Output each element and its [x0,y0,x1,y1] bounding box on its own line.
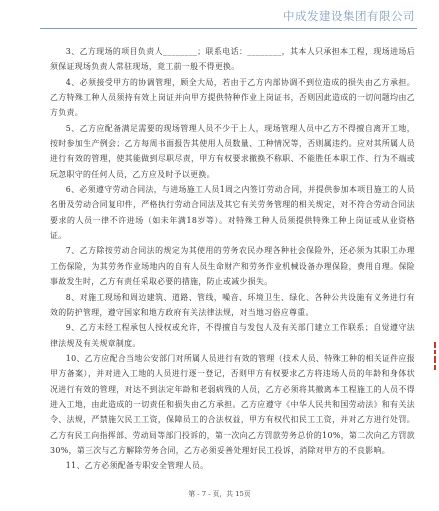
clause-6: 6、必须遵守劳动合同法，与进场施工人员1周之内签订劳动合同，并提供参加本项目施工的人员名册及劳动合同复印件，严格执行劳动合同法及其它有关劳务管理的相关规定，对不符合劳动合同法要求的人员一律不许进场（如未年满18岁等）。对特殊工种人员须提供特殊工种上岗证或从业资格证。 [50,185,415,241]
page-number: 第 - 7 - 页，共 15页 [188,490,251,498]
clause-5: 5、乙方应配备满足需要的现场管理人员不少于上人，现场管理人员中乙方不得擅自离开工地，按时参加生产例会；乙方每周书面报告其使用人员数量、工种情况等，否则属违约。应对其所属人员进行有效的管理，使其能做到尽职尽责，甲方有权要求撤换不称职、不能胜任本职工作、行为不端或玩忽职守的任何人员，乙方应及时予以更换。 [50,123,415,179]
page-header [40,6,417,29]
clause-7: 7、乙方除按劳动合同法的规定为其使用的劳务农民办理各种社会保险外，还必须为其职工办理工伤保险，为其劳务作业场地内的自有人员生命财产和劳务作业机械设备办理保险，费用自理。保险事故发生时，乙方有责任采取必要的措施，防止或减少损失。 [50,246,415,287]
clause-4: 4、必须接受甲方的协调管理，顾全大局，若由于乙方内部协调不到位造成的损失由乙方承担。乙方特殊工种人员须持有效上岗证并向甲方提供特种作业上岗证书，否则因此造成的一切问题均由乙方负责。 [50,77,415,118]
margin-mark [434,342,437,380]
contract-body [50,44,415,474]
clause-9: 9、乙方未经工程承包人授权或允许，不得擅自与发包人及有关部门建立工作联系；自觉遵守法律法规及有关规章制度。 [50,323,415,348]
clause-8: 8、对施工现场和周边建筑、道路、管线，噪音、环境卫生、绿化、各种公共设施有义务进行有效的防护管理，遵守国家和地方政府有关法律法规，对当地习俗应尊重。 [50,292,415,317]
company-name: 中成发建设集团有限公司 [283,9,415,23]
clause-10: 10、乙方应配合当地公安部门对所属人员进行有效的管理（技术人员、特殊工种的相关证件应报甲方备案），并对进入工地的人员进行逐一登记，否则甲方有权要求乙方将违场人员的年龄和身体状况进行有效的管理，对达不到法定年龄和老弱病残的人员，乙方必须将其撤离本工程施工的人员不得进入工地，由此造成的一切责任和损失由乙方承担。乙方应遵守《中华人民共和国劳动法》和有关法令、法规，严禁施欠民工工资，保障员工的合法权益，甲方有权代扣民工工资，并对乙方进行处罚。乙方有民工向指挥部、劳动局等部门投诉的，第一次向乙方罚款劳务总价的10%，第二次向乙方罚款30%，第三次与乙方解除劳务合同，乙方必须妥善处理好民工投诉，消除对甲方的不良影响。 [50,353,415,455]
clause-3: 3、乙方现场的项目负责人________；联系电话：________，其本人只承担本工程，现场进场后须保证现场负责人常驻现场，竟工前一般不得更换。 [50,47,415,72]
clause-11: 11、乙方必须配备专职安全管理人员。 [65,461,209,471]
